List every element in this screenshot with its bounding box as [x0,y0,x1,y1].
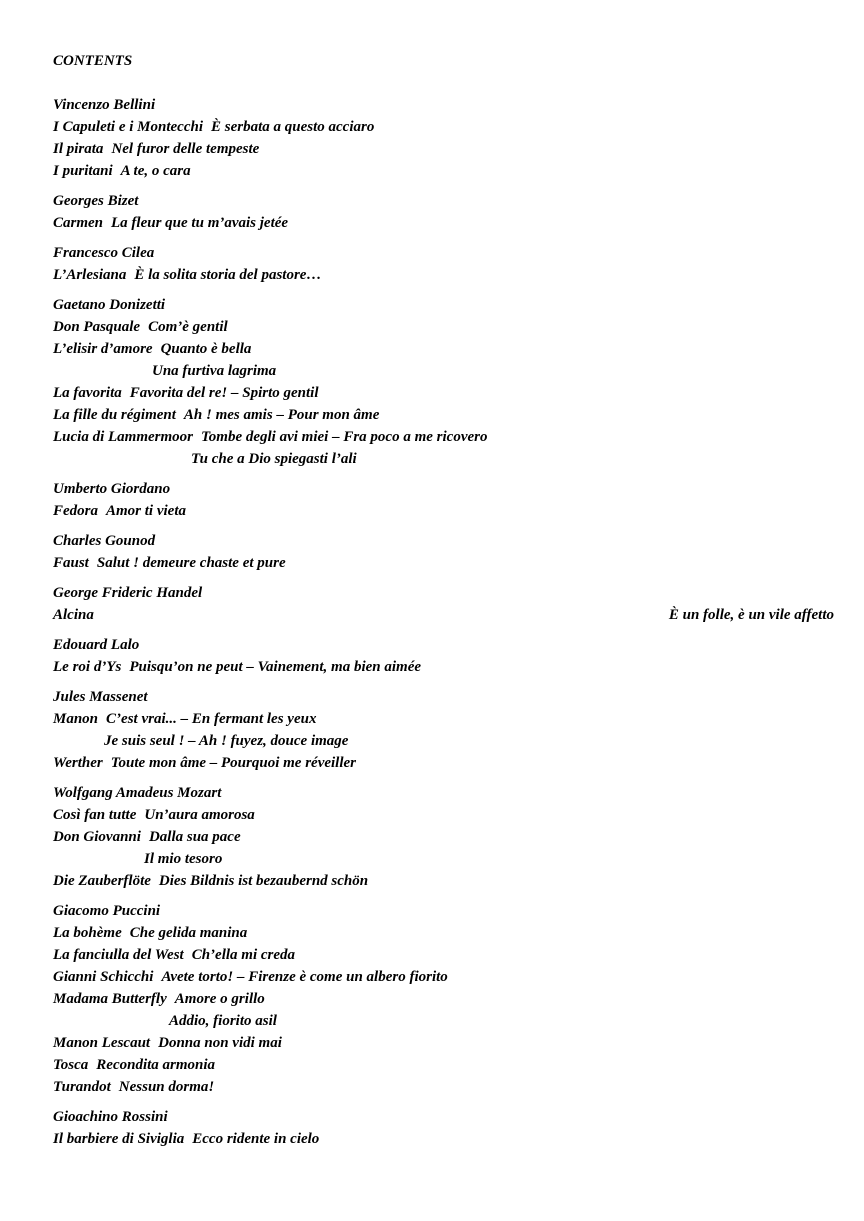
opera-title: La bohème [53,925,122,941]
aria-title: Tombe degli avi miei – Fra poco a me ricovero [201,429,488,445]
aria-title: Je suis seul ! – Ah ! fuyez, douce image [104,733,349,749]
opera-title: Così fan tutte [53,807,137,823]
composer-name: Umberto Giordano [53,481,171,497]
aria-title: Il mio tesoro [144,851,223,867]
contents-entry [53,966,834,988]
opera-title: Manon Lescaut [53,1035,151,1051]
opera-title: La favorita [53,385,122,401]
composer-group [53,686,834,774]
opera-title: Il barbiere di Siviglia [53,1131,185,1147]
aria-title: Nel furor delle tempeste [111,141,260,157]
composer-name: Giacomo Puccini [53,903,161,919]
contents-entry [53,382,834,404]
opera-title: Manon [53,711,99,727]
aria-title: Ecco ridente in cielo [192,1131,320,1147]
contents-entry [53,1010,834,1032]
opera-title: L’Arlesiana [53,267,127,283]
aria-title: Che gelida manina [129,925,248,941]
aria-title: È la solita storia del pastore… [134,267,322,283]
aria-title: Dies Bildnis ist bezaubernd schön [158,873,369,889]
composer-name: Jules Massenet [53,689,148,705]
contents-entry [53,604,834,626]
aria-title: A te, o cara [120,163,191,179]
composer-name: George Frideric Handel [53,585,203,601]
contents-entry [53,1032,834,1054]
aria-title: È un folle, è un vile affetto [668,607,834,623]
composer-group [53,242,834,286]
aria-title: Puisqu’on ne peut – Vainement, ma bien aimée [129,659,422,675]
opera-title: Fedora [53,503,98,519]
opera-title: Le roi d’Ys [53,659,122,675]
opera-title: Madama Butterfly [53,991,167,1007]
composer-name: Edouard Lalo [53,637,140,653]
composer-group [53,634,834,678]
composer-group [53,94,834,182]
opera-title: I puritani [53,163,113,179]
contents-entry [53,160,834,182]
aria-title: Nessun dorma! [118,1079,215,1095]
contents-entry [53,730,834,752]
contents-title: CONTENTS [53,53,133,69]
contents-entry [53,826,834,848]
contents-entry [53,448,834,470]
contents-entry [53,360,834,382]
opera-title: La fanciulla del West [53,947,184,963]
opera-title: Il pirata [53,141,104,157]
contents-entry [53,944,834,966]
aria-title: Toute mon âme – Pourquoi me réveiller [110,755,357,771]
contents-entry [53,116,834,138]
opera-title: Don Pasquale [53,319,141,335]
opera-title: Alcina [53,607,94,623]
composer-group [53,900,834,1098]
contents-entry [53,848,834,870]
aria-title: La fleur que tu m’avais jetée [111,215,289,231]
composer-name: Wolfgang Amadeus Mozart [53,785,222,801]
composer-name: Gaetano Donizetti [53,297,166,313]
contents-entry [53,988,834,1010]
contents-entry [53,1054,834,1076]
aria-title: Ch’ella mi creda [191,947,296,963]
contents-entry [53,1128,834,1150]
composer-group [53,190,834,234]
contents-entry [53,426,834,448]
composer-group [53,582,834,626]
aria-title: Amore o grillo [174,991,265,1007]
opera-title: Faust [53,555,89,571]
composer-name: Gioachino Rossini [53,1109,168,1125]
opera-title: La fille du régiment [53,407,176,423]
contents-entry [53,870,834,892]
composer-group [53,294,834,470]
contents-page [53,50,834,1158]
aria-title: Tu che a Dio spiegasti l’ali [191,451,357,467]
contents-entry [53,804,834,826]
aria-title: Avete torto! – Firenze è come un albero fiorito [161,969,448,985]
contents-entry [53,922,834,944]
aria-title: Donna non vidi mai [158,1035,282,1051]
contents-entry [53,500,834,522]
contents-entry [53,404,834,426]
opera-title: Werther [53,755,103,771]
opera-title: Turandot [53,1079,111,1095]
contents-entry [53,316,834,338]
aria-title: È serbata a questo acciaro [211,119,375,135]
opera-title: Carmen [53,215,104,231]
contents-entry [53,1076,834,1098]
contents-list [53,94,834,1150]
contents-entry [53,552,834,574]
opera-title: Die Zauberflöte [53,873,151,889]
contents-entry [53,708,834,730]
aria-title: Recondita armonia [96,1057,216,1073]
contents-entry [53,264,834,286]
composer-name: Francesco Cilea [53,245,155,261]
composer-name: Charles Gounod [53,533,156,549]
aria-title: Quanto è bella [160,341,252,357]
contents-entry [53,752,834,774]
contents-entry [53,138,834,160]
aria-title: Salut ! demeure chaste et pure [96,555,286,571]
opera-title: I Capuleti e i Montecchi [53,119,203,135]
contents-entry [53,338,834,360]
opera-title: Lucia di Lammermoor [53,429,193,445]
composer-name: Vincenzo Bellini [53,97,156,113]
composer-name: Georges Bizet [53,193,139,209]
opera-title: L’elisir d’amore [53,341,153,357]
aria-title: Addio, fiorito asil [169,1013,277,1029]
aria-title: Dalla sua pace [148,829,241,845]
opera-title: Don Giovanni [53,829,141,845]
composer-group [53,530,834,574]
composer-group [53,1106,834,1150]
opera-title: Tosca [53,1057,89,1073]
aria-title: C’est vrai... – En fermant les yeux [106,711,317,727]
composer-group [53,782,834,892]
contents-entry [53,656,834,678]
composer-group [53,478,834,522]
aria-title: Ah ! mes amis – Pour mon âme [183,407,380,423]
aria-title: Amor ti vieta [106,503,186,519]
aria-title: Un’aura amorosa [144,807,255,823]
opera-title: Gianni Schicchi [53,969,154,985]
aria-title: Com’è gentil [148,319,228,335]
aria-title: Una furtiva lagrima [152,363,277,379]
aria-title: Favorita del re! – Spirto gentil [129,385,319,401]
contents-entry [53,212,834,234]
